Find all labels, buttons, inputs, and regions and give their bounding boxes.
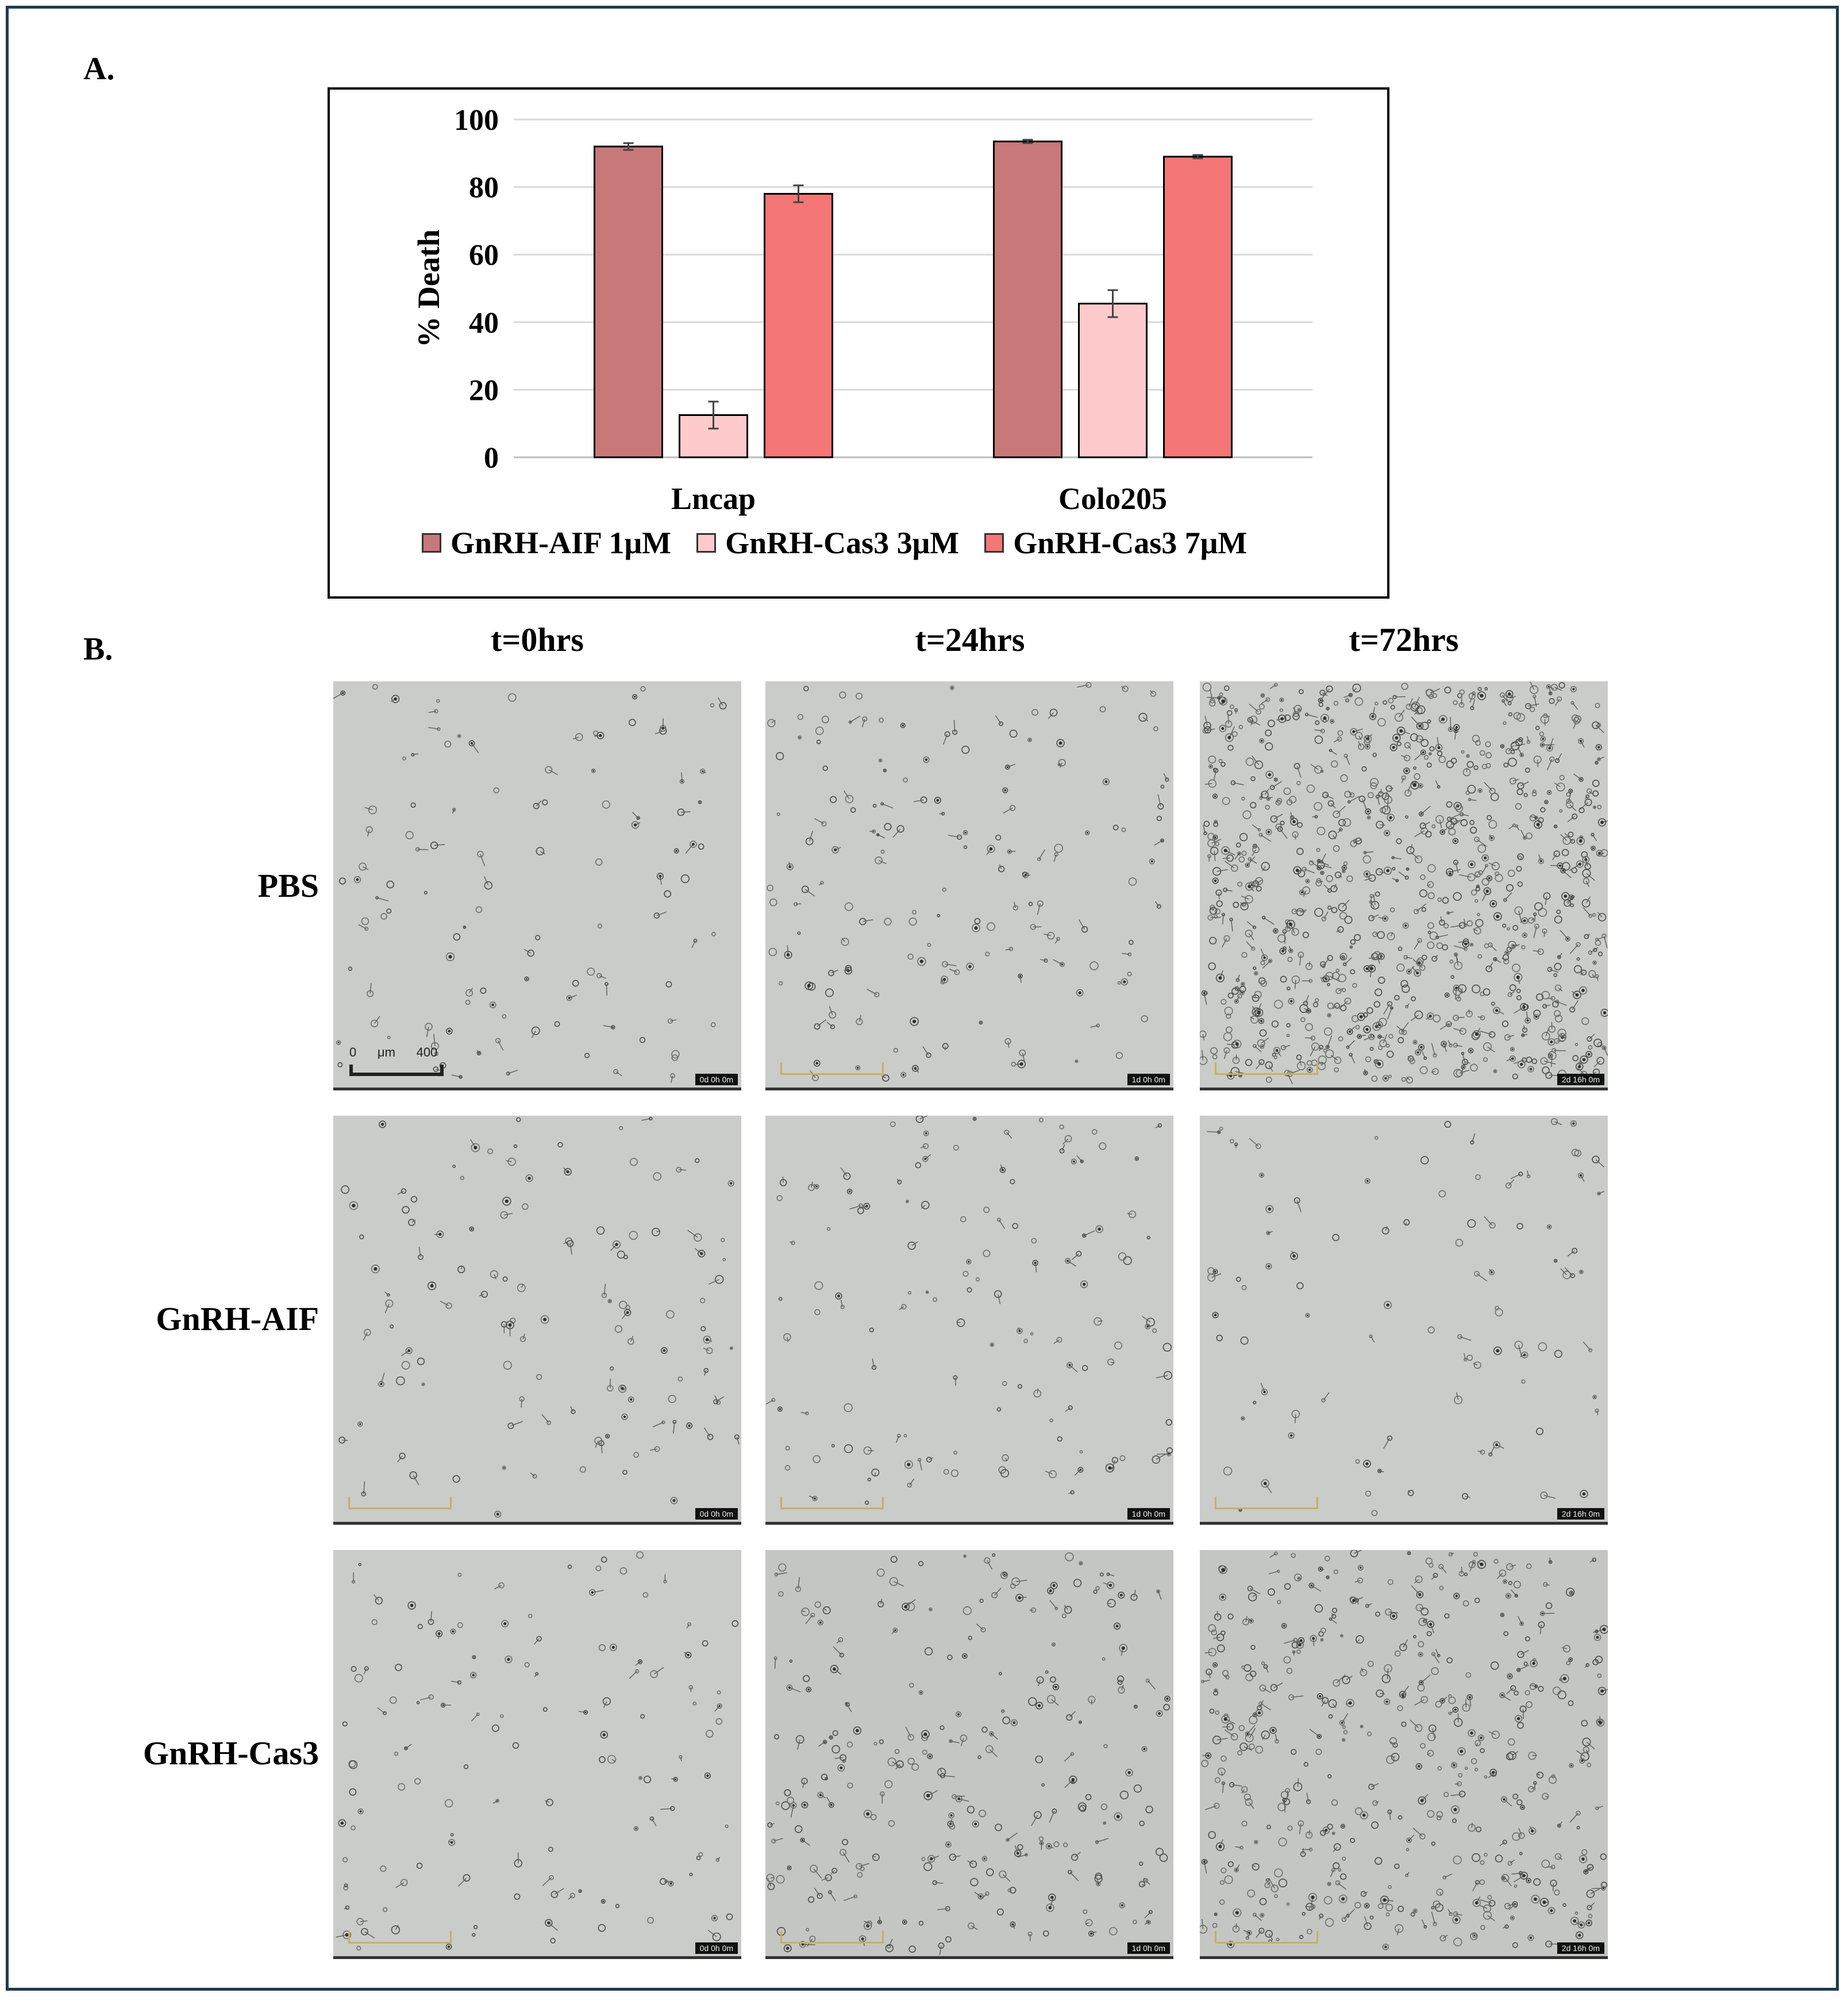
legend-swatch bbox=[422, 533, 441, 553]
legend-item bbox=[984, 525, 1247, 561]
panel-a-label: A. bbox=[83, 51, 115, 87]
legend-swatch bbox=[984, 533, 1004, 553]
cell-texture bbox=[333, 1116, 741, 1521]
legend-label: GnRH-Cas3 3μM bbox=[725, 526, 960, 560]
row-header: GnRH-AIF bbox=[156, 1300, 319, 1337]
bar bbox=[765, 194, 833, 457]
column-header: t=0hrs bbox=[491, 621, 584, 658]
cell-texture bbox=[765, 1116, 1173, 1521]
y-tick-label: 80 bbox=[469, 171, 499, 205]
chart-legend bbox=[422, 525, 1247, 561]
scale-bar bbox=[1215, 1497, 1318, 1509]
timestamp-label: 1d 0h 0m bbox=[1127, 1942, 1170, 1954]
scale-bar bbox=[780, 1931, 884, 1944]
timestamp-label: 2d 16h 0m bbox=[1557, 1942, 1604, 1954]
y-tick-label: 20 bbox=[469, 374, 499, 407]
cell-texture bbox=[333, 1550, 741, 1956]
micrograph-gnrh-cas3-0 bbox=[333, 1550, 741, 1959]
timestamp-label: 1d 0h 0m bbox=[1127, 1508, 1170, 1520]
column-header: t=72hrs bbox=[1349, 621, 1459, 658]
panel-b-label: B. bbox=[83, 631, 113, 667]
y-tick-label: 0 bbox=[484, 442, 499, 475]
bar-chart-panel bbox=[328, 87, 1389, 599]
y-axis-label: % Death bbox=[411, 229, 446, 348]
cell-texture bbox=[1200, 1116, 1608, 1521]
bar bbox=[994, 141, 1062, 457]
timestamp-label: 2d 16h 0m bbox=[1557, 1074, 1604, 1085]
micrograph-gnrh-aif-0 bbox=[333, 1116, 741, 1525]
x-category-label: Lncap bbox=[671, 481, 756, 516]
scale-bar bbox=[348, 1497, 452, 1509]
scale-bar bbox=[780, 1497, 884, 1509]
micrograph-pbs-2 bbox=[1200, 681, 1608, 1090]
bar bbox=[595, 146, 663, 457]
column-header: t=24hrs bbox=[915, 621, 1025, 658]
legend-label: GnRH-Cas3 7μM bbox=[1013, 526, 1248, 560]
timestamp-label: 0d 0h 0m bbox=[695, 1074, 738, 1085]
y-tick-label: 100 bbox=[454, 104, 499, 137]
micrograph-pbs-0 bbox=[333, 681, 741, 1090]
cell-texture bbox=[1200, 1550, 1608, 1956]
scale-bar-label: 0 μm 400 bbox=[349, 1045, 438, 1059]
micrograph-gnrh-cas3-2 bbox=[1200, 1550, 1608, 1959]
scale-bar bbox=[1215, 1062, 1318, 1075]
scale-bar bbox=[348, 1931, 452, 1944]
cell-texture bbox=[765, 1550, 1173, 1956]
bar-chart bbox=[330, 90, 1387, 596]
y-tick-label: 60 bbox=[469, 239, 499, 272]
scale-bar bbox=[780, 1062, 884, 1075]
timestamp-label: 2d 16h 0m bbox=[1557, 1508, 1604, 1520]
row-header: PBS bbox=[257, 867, 319, 904]
timestamp-label: 1d 0h 0m bbox=[1127, 1074, 1170, 1085]
scale-bar bbox=[1215, 1931, 1318, 1944]
y-tick-label: 40 bbox=[469, 306, 499, 340]
micrograph-pbs-1 bbox=[765, 681, 1173, 1090]
cell-texture bbox=[333, 681, 741, 1087]
bar bbox=[1079, 303, 1147, 457]
micrograph-gnrh-aif-2 bbox=[1200, 1116, 1608, 1525]
x-category-label: Colo205 bbox=[1058, 481, 1167, 516]
legend-item bbox=[696, 525, 959, 561]
bar bbox=[1164, 157, 1232, 457]
row-header: GnRH-Cas3 bbox=[143, 1734, 319, 1772]
timestamp-label: 0d 0h 0m bbox=[695, 1942, 738, 1954]
legend-item bbox=[422, 525, 671, 561]
scale-bar bbox=[349, 1061, 444, 1076]
cell-texture bbox=[765, 681, 1173, 1087]
legend-label: GnRH-AIF 1μM bbox=[451, 526, 672, 560]
timestamp-label: 0d 0h 0m bbox=[695, 1508, 738, 1520]
micrograph-gnrh-aif-1 bbox=[765, 1116, 1173, 1525]
legend-swatch bbox=[696, 533, 716, 553]
micrograph-gnrh-cas3-1 bbox=[765, 1550, 1173, 1959]
cell-texture bbox=[1200, 681, 1608, 1087]
